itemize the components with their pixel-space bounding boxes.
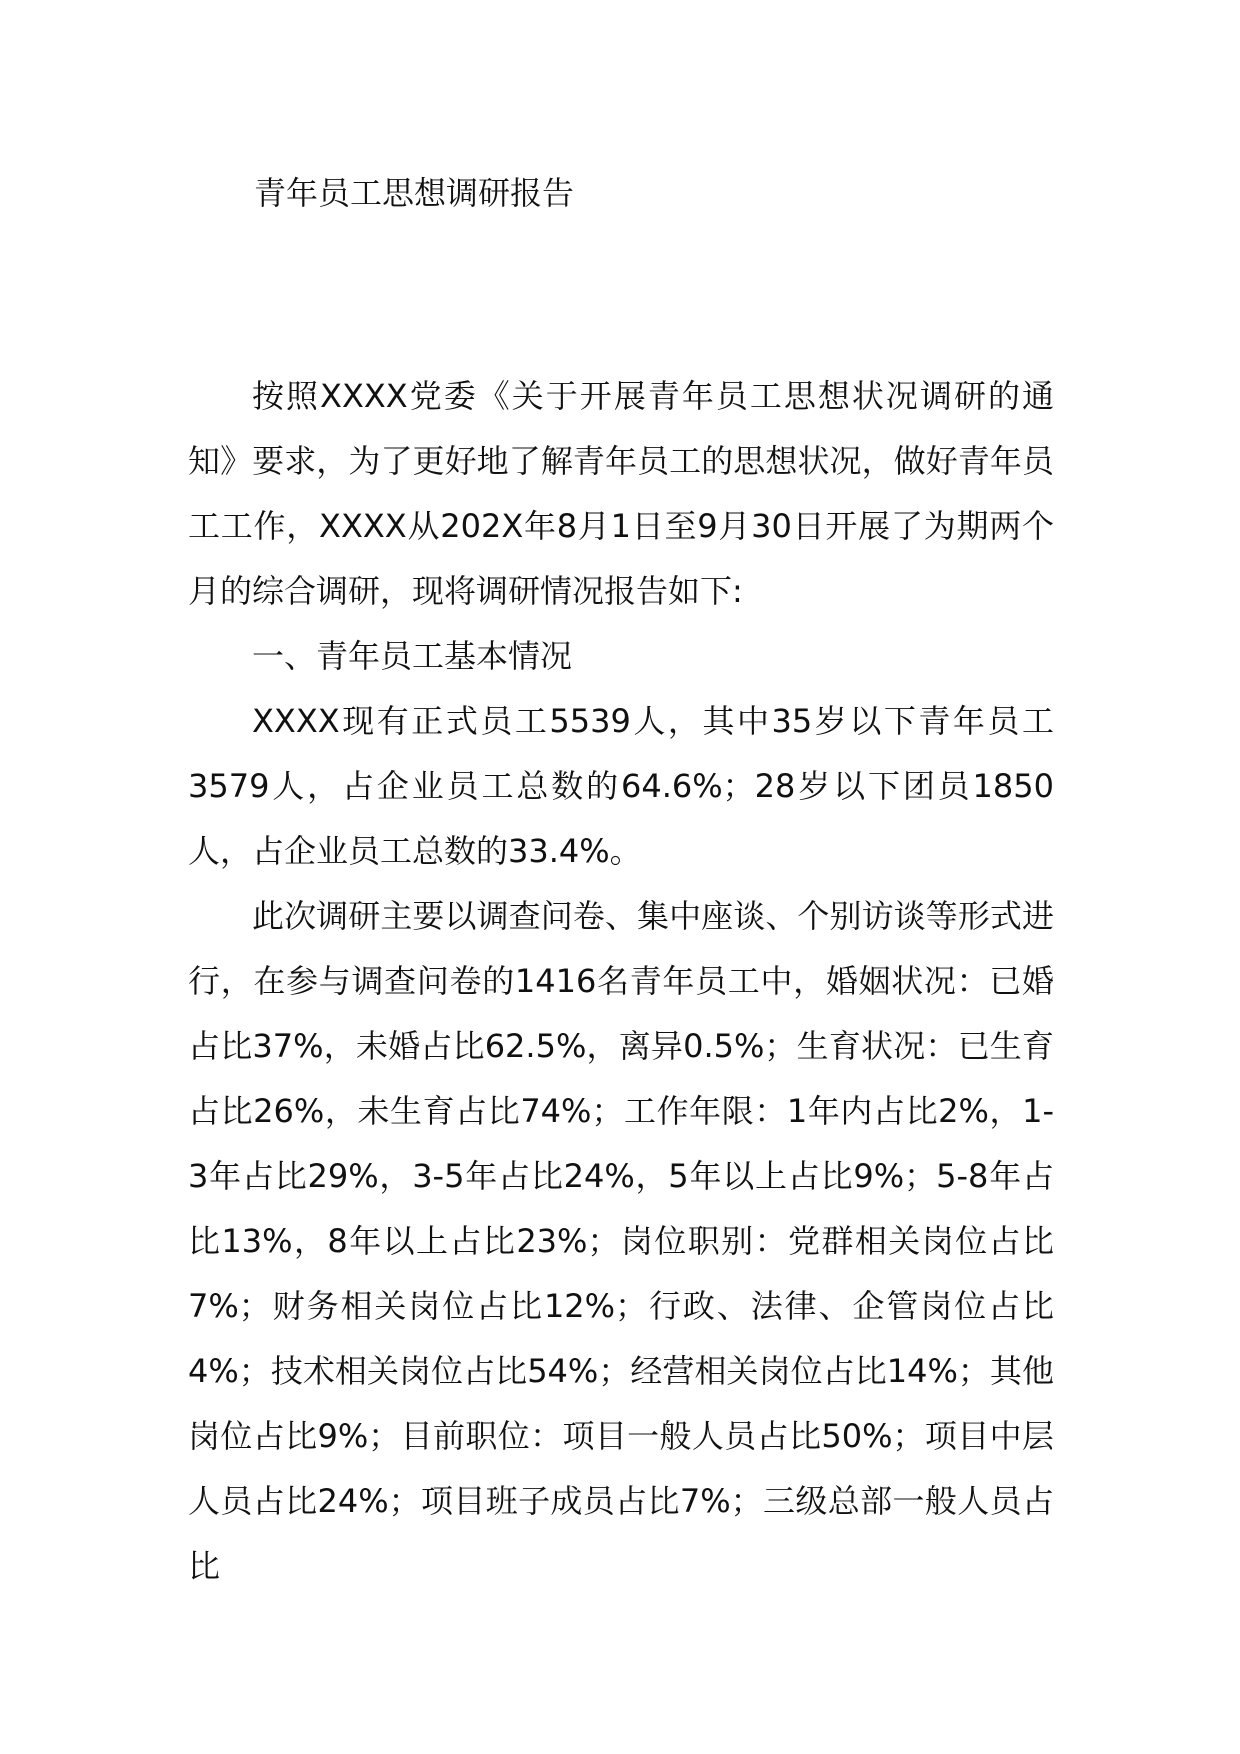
intro-paragraph: 按照XXXX党委《关于开展青年员工思想状况调研的通知》要求，为了更好地了解青年员工的思想状况，做好青年员工工作，XXXX从202X年8月1日至9月30日开展了为期两个月的综合调研，现将调研情况报告如下: bbox=[188, 377, 1054, 610]
employee-stats-paragraph: XXXX现有正式员工5539人，其中35岁以下青年员工3579人，占企业员工总数的64.6%；28岁以下团员1850人，占企业员工总数的33.4%。 bbox=[188, 702, 1054, 870]
survey-paragraph: 此次调研主要以调查问卷、集中座谈、个别访谈等形式进行，在参与调查问卷的1416名青年员工中，婚姻状况：已婚占比37%，未婚占比62.5%，离异0.5%；生育状况：已生育占比26%，未生育占比74%；工作年限：1年内占比2%，1-3年占比29%，3-5年占比24%，5年以上占比9%；5-8年占比13%，8年以上占比23%；岗位职别：党群相关岗位占比7%；财务相关岗位占比12%；行政、法律、企管岗位占比4%；技术相关岗位占比54%；经营相关岗位占比14%；其他岗位占比9%；目前职位：项目一般人员占比50%；项目中层人员占比24%；项目班子成员占比7%；三级总部一般人员占比 bbox=[188, 897, 1054, 1585]
section-heading-1: 一、青年员工基本情况 bbox=[252, 637, 573, 675]
document-body bbox=[188, 364, 1054, 1599]
document-title: 青年员工思想调研报告 bbox=[254, 174, 575, 212]
